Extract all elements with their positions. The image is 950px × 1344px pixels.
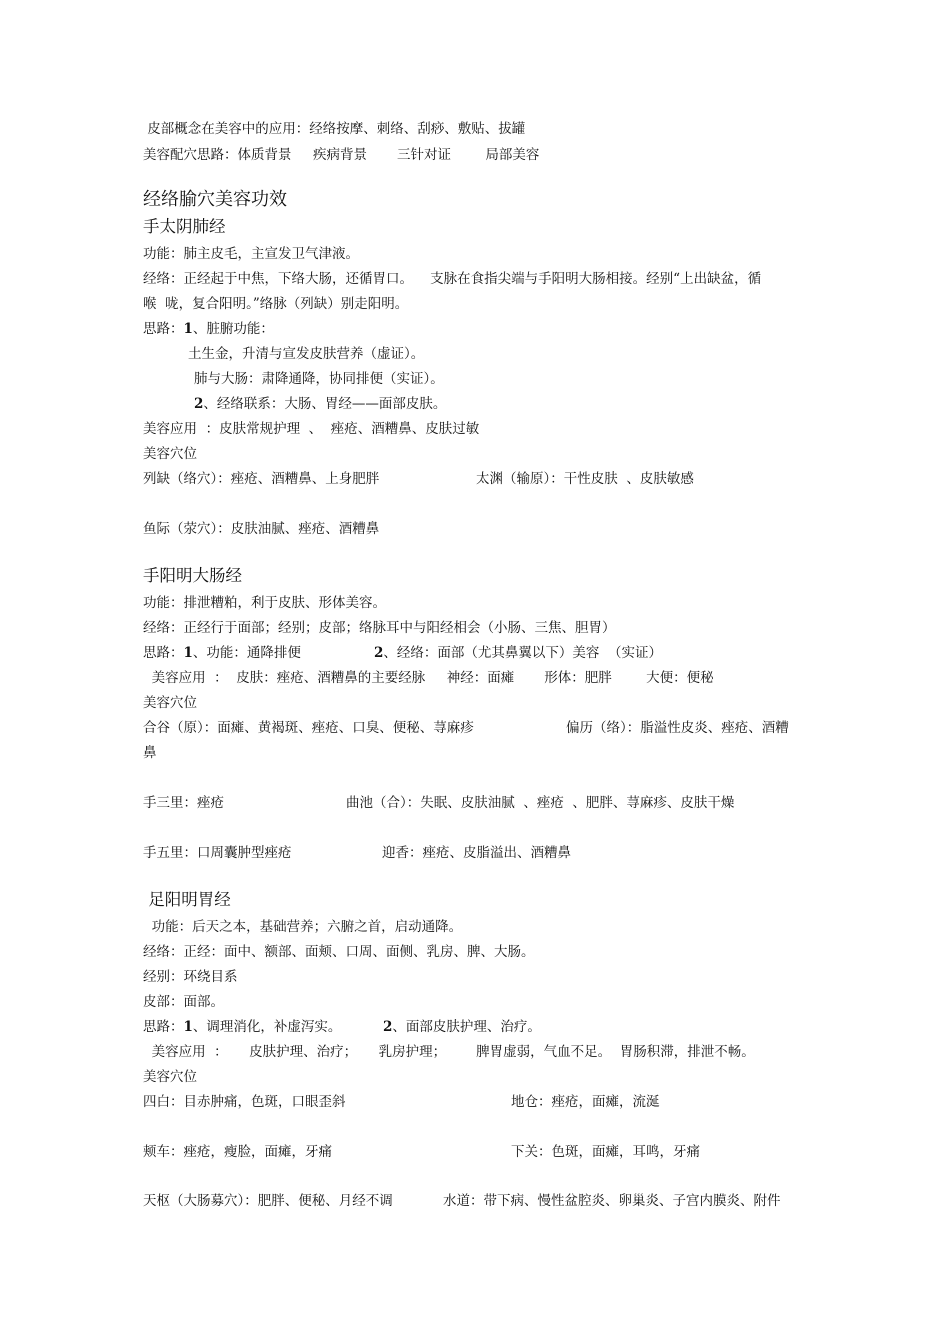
thought-prefix: 思路： (143, 645, 184, 661)
li-point-shousanli: 手三里：痤疮 (143, 795, 224, 811)
li-function: 功能：排泄糟粕，利于皮肤、形体美容。 (143, 595, 386, 611)
st-acupoints-label: 美容穴位 (143, 1069, 197, 1085)
st-point-xiaguan: 下关：色斑，面瘫，耳鸣，牙痛 (511, 1144, 700, 1160)
li-application: 美容应用 ： 皮肤：痤疮、酒糟鼻的主要经脉 神经：面瘫 形体：肥胖 大便：便秘 (143, 670, 714, 686)
st-application: 美容应用 ： 皮肤护理、治疗； 乳房护理； 脾胃虚弱，气血不足。 胃肠积滞，排泄不畅。 (143, 1044, 755, 1060)
lung-thought-1a: 土生金，升清与宣发皮肤营养（虚证）。 (188, 346, 425, 362)
lung-meridian-line-2: 喉 咙，复合阳明。”络脉（列缺）别走阳明。 (143, 296, 409, 312)
lung-function: 功能：肺主皮毛，主宣发卫气津液。 (143, 246, 359, 262)
thought-number: 2 (374, 645, 384, 661)
intro-line-1: 皮部概念在美容中的应用：经络按摩、刺络、刮痧、敷贴、拔罐 (143, 121, 526, 137)
lung-section-title: 手太阴肺经 (143, 217, 226, 236)
thought-text: 、面部皮肤护理、治疗。 (392, 1019, 541, 1035)
li-point-pianli: 偏历（络）：脂溢性皮炎、痤疮、酒糟 (566, 720, 789, 736)
lung-point-lieque: 列缺（络穴）：痤疮、酒糟鼻、上身肥胖 (143, 471, 380, 487)
thought-number: 1 (183, 321, 193, 337)
st-point-sibai: 四白：目赤肿痛，色斑，口眼歪斜 (143, 1094, 346, 1110)
large-intestine-section-title: 手阳明大肠经 (143, 566, 242, 585)
st-thought-1 (143, 1018, 341, 1036)
st-point-jiache: 颊车：痤疮，瘦脸，面瘫，牙痛 (143, 1144, 332, 1160)
main-title: 经络腧穴美容功效 (143, 189, 287, 210)
st-point-shuidao: 水道：带下病、慢性盆腔炎、卵巢炎、子宫内膜炎、附件 (443, 1193, 781, 1209)
thought-number: 2 (194, 396, 204, 412)
lung-point-taiyuan: 太渊（输原）：干性皮肤 、皮肤敏感 (476, 471, 694, 487)
thought-number: 1 (183, 1019, 193, 1035)
st-function: 功能：后天之本，基础营养；六腑之首，启动通降。 (143, 919, 463, 935)
stomach-section-title: 足阳明胃经 (143, 890, 231, 909)
lung-thought-1 (143, 320, 274, 338)
lung-application: 美容应用 ：皮肤常规护理 、 痤疮、酒糟鼻、皮肤过敏 (143, 421, 480, 437)
li-point-yingxiang: 迎香：痤疮、皮脂溢出、酒糟鼻 (382, 845, 571, 861)
thought-number: 2 (383, 1019, 393, 1035)
li-meridian: 经络：正经行于面部；经别；皮部；络脉耳中与阳经相会（小肠、三焦、胆胃） (143, 620, 616, 636)
st-point-tianshu: 天枢（大肠募穴）：肥胖、便秘、月经不调 (143, 1193, 393, 1209)
lung-meridian-line-1: 经络：正经起于中焦，下络大肠，还循胃口。 支脉在食指尖端与手阳明大肠相接。经别“上出缺盆，循 (143, 271, 762, 287)
lung-thought-2 (194, 395, 446, 413)
thought-text: 、调理消化，补虚泻实。 (192, 1019, 342, 1035)
thought-text: 、经络联系：大肠、胃经——面部皮肤。 (203, 396, 447, 412)
thought-text: 、经络：面部（尤其鼻翼以下）美容 （实证） (383, 645, 662, 661)
thought-prefix: 思路： (143, 321, 184, 337)
li-thought-1 (143, 644, 301, 662)
lung-point-yuji: 鱼际（荥穴）：皮肤油腻、痤疮、酒糟鼻 (143, 521, 380, 537)
st-point-dicang: 地仓：痤疮，面瘫，流涎 (511, 1094, 660, 1110)
st-divergent: 经别：环绕目系 (143, 969, 238, 985)
st-meridian: 经络：正经：面中、额部、面颊、口周、面侧、乳房、脾、大肠。 (143, 944, 535, 960)
lung-thought-1b: 肺与大肠：肃降通降，协同排便（实证）。 (194, 371, 444, 387)
lung-acupoints-label: 美容穴位 (143, 446, 197, 462)
st-thought-2 (383, 1018, 541, 1036)
thought-prefix: 思路： (143, 1019, 184, 1035)
li-point-quchi: 曲池（合）：失眠、皮肤油腻 、痤疮 、肥胖、荨麻疹、皮肤干燥 (346, 795, 735, 811)
li-point-shouwuli: 手五里：口周囊肿型痤疮 (143, 845, 292, 861)
li-point-hegu: 合谷（原）：面瘫、黄褐斑、痤疮、口臭、便秘、荨麻疹 (143, 720, 474, 736)
st-cutaneous: 皮部：面部。 (143, 994, 224, 1010)
thought-text: 、脏腑功能： (192, 321, 274, 337)
li-point-pianli-cont: 鼻 (143, 745, 157, 761)
li-acupoints-label: 美容穴位 (143, 695, 197, 711)
li-thought-2 (374, 644, 662, 662)
thought-number: 1 (183, 645, 193, 661)
intro-line-2: 美容配穴思路：体质背景 疾病背景 三针对证 局部美容 (143, 147, 540, 163)
thought-text: 、功能：通降排便 (192, 645, 301, 661)
